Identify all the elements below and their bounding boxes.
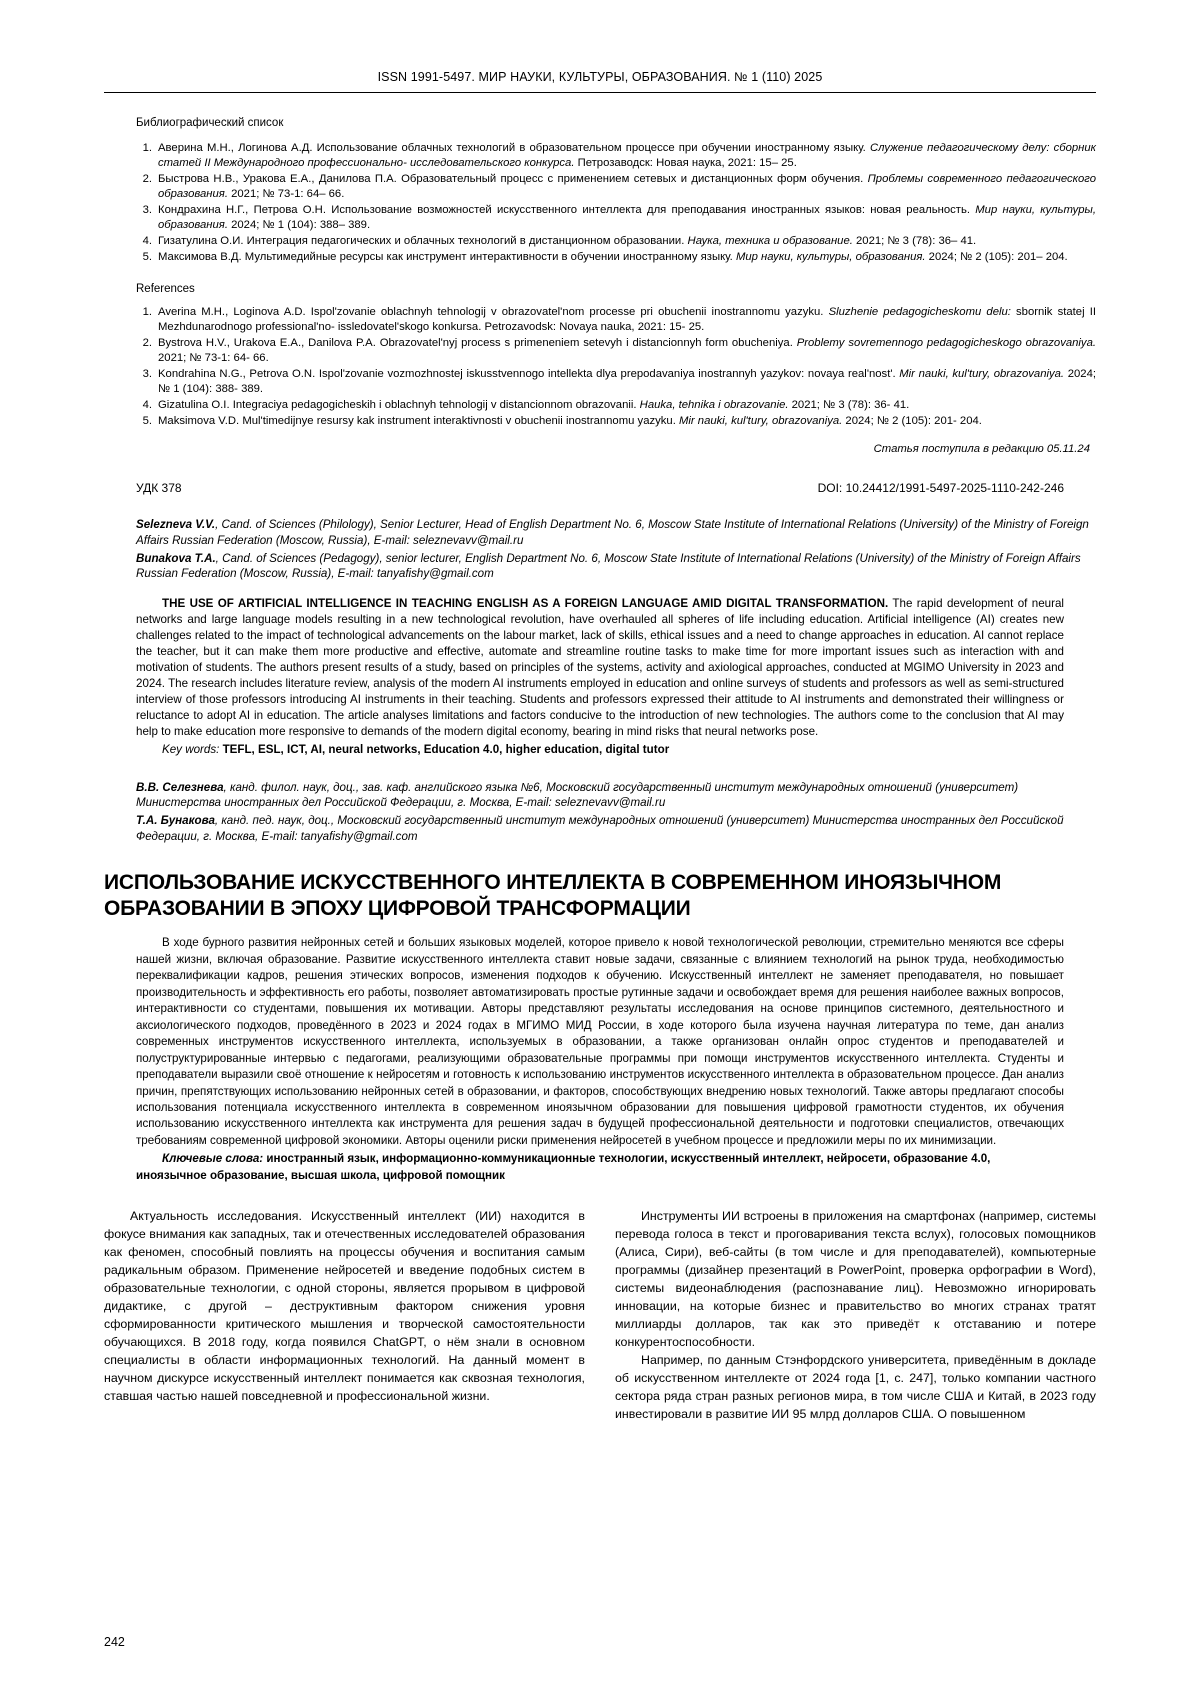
annotation-ru: В ходе бурного развития нейронных сетей и больших языковых моделей, которое привело к новой технологической революции, стремительно меняются все сферы нашей жизни, включая образование. Развитие искусственного интеллекта ставит новые задачи, связанные с влиянием технологий на рынок труда, необходимостью переквалификации кадров, решения этических вопросов, изменения подходов к обучению. Искусственный интеллект не заменяет преподавателя, но повышает производительность и эффективность его работы, позволяет автоматизировать простые рутинные задачи и освобождает время для решения наиболее важных вопросов, интерактивности со студентами, повышения их мотивации. Авторы представляют результаты исследования на основе принципов системного, деятельностного и аксиологического подходов, проведённого в 2023 и 2024 годах в МГИМО МИД России, в ходе которого была изучена научная литература по теме, дан анализ современных инструментов искусственного интеллекта, используемых в образовании, а также организован онлайн опрос студентов и преподавателей и полуструктурированные интервью с педагогами, реализующими образовательные программы при помощи инструментов искусственного интеллекта. Студенты и преподаватели выразили своё отношение к нейросетям и готовность к использованию инструментов искусственного интеллекта в образовательном процессе. Дан анализ причин, препятствующих использованию нейронных сетей в образовании, и факторов, способствующих внедрению новых технологий. Также авторы предлагают способы использования потенциала искусственного интеллекта в современном иноязычном образовании для повышения цифровой грамотности студентов, их обучения использованию искусственного интеллекта как инструмента для решения задач в будущей профессиональной деятельности и подготовки специалистов, отвечающих требованиям современной цифровой экономики. Авторы оценили риски применения нейросетей в учебном процессе и предложили меры по их минимизации.	[136, 936, 1064, 1147]
reference-text: Hauka, tehnika i obrazovanie.	[639, 399, 789, 412]
author-affiliation: , Cand. of Sciences (Philology), Senior Lecturer, Head of English Department No. 6, Moscow State Institute of International Relations (University) of the Ministry of Foreign Affairs Russian Federation (Moscow, Russia), E-mail: seleznevavv@mail.ru	[136, 518, 1089, 547]
reference-text: Averina M.H., Loginova A.D. Ispol'zovanie oblachnyh tehnologij v obrazovatel'nom processe pri obuchenii inostrannomu yazyku.	[158, 306, 829, 319]
reference-text: 2021; № 3 (78): 36– 41.	[852, 235, 977, 248]
abstract-en-title: THE USE OF ARTIFICIAL INTELLIGENCE IN TEACHING ENGLISH AS A FOREIGN LANGUAGE AMID DIGITAL TRANSFORMATION.	[162, 596, 889, 610]
reference-item	[136, 250, 1096, 265]
udk-code: УДК 378	[136, 481, 182, 496]
body-paragraph: Например, по данным Стэнфордского университета, приведённым в докладе об искусственном интеллекте от 2024 года [1, с. 247], только компании частного сектора ряда стран разных регионов мира, в том числе США и Китай, в 2023 году инвестировали в развитие ИИ 95 млрд долларов США. О повышенном	[615, 1352, 1096, 1421]
reference-text: Problemy sovremennogo pedagogicheskogo obrazovaniya.	[796, 337, 1096, 350]
reference-text: Мир науки, культуры, образования.	[735, 251, 926, 264]
reference-text: Максимова В.Д. Мультимедийные ресурсы как инструмент интерактивности в обучении иностранному языку.	[158, 251, 736, 264]
reference-item	[136, 414, 1096, 429]
reference-text: 2024; № 2 (105): 201- 204.	[842, 415, 982, 428]
header-divider	[104, 92, 1096, 93]
column-right	[615, 1208, 1096, 1424]
body-paragraph: Актуальность исследования. Искусственный интеллект (ИИ) находится в фокусе внимания как западных, так и отечественных исследователей образования как феномен, способный повлиять на процессы обучения и воспитания самым радикальным образом. Применение нейросетей и введение подобных систем в образовательные технологии, с одной стороны, является прорывом в цифровой дидактике, с другой – деструктивным фактором снижения уровня сформированности критического мышления и творческой самостоятельности обучающихся. В 2018 году, когда появился ChatGPT, о нём знали в основном специалисты в области информационных технологий. На данный момент в научном дискурсе искусственный интеллект понимается как сквозная технология, ставшая частью нашей повседневной и профессиональной жизни.	[104, 1208, 585, 1403]
reference-text: 2021; № 73-1: 64- 66.	[158, 352, 269, 365]
author-affiliation: , Cand. of Sciences (Pedagogy), senior lecturer, English Department No. 6, Moscow State Institute of International Relations (University) of the Ministry of Foreign Affairs Russian Federation (Moscow, Russia), E-mail: tanyafishy@gmail.com	[136, 551, 1081, 581]
keywords-ru	[136, 1151, 1064, 1183]
reference-text: Аверина М.Н., Логинова А.Д. Использование облачных технологий в образовательном процессе при обучении иностранному языку.	[158, 142, 870, 154]
reference-text: Петрозаводск: Новая наука, 2021: 15– 25.	[574, 157, 797, 170]
reference-item	[136, 398, 1096, 413]
reference-text: Mir nauki, kul'tury, obrazovaniya.	[899, 368, 1065, 381]
reference-number: 5.	[142, 415, 152, 428]
reference-text: Гизатулина О.И. Интеграция педагогических и облачных технологий в дистанционном образовании.	[158, 235, 688, 248]
reference-text: Проблемы современного педагогического образования.	[158, 173, 1096, 201]
reference-text: Bystrova H.V., Urakova E.A., Danilova P.A. Obrazovatel'nyj process s primeneniem setevyh i distancionnyh form obucheniya.	[158, 337, 797, 350]
reference-text: Mir nauki, kul'tury, obrazovaniya.	[678, 415, 843, 428]
reference-text: 2024; № 1 (104): 388- 389.	[158, 368, 1096, 396]
author-name: Т.А. Бунакова	[136, 813, 215, 827]
reference-number: 2.	[142, 173, 152, 186]
keywords-ru-list: иностранный язык, информационно-коммуникационные технологии, искусственный интеллект, нейросети, образование 4.0, иноязычное образование, высшая школа, цифровой помощник	[136, 1152, 991, 1182]
reference-item	[136, 141, 1096, 171]
keywords-en	[136, 742, 1064, 758]
reference-item	[136, 367, 1096, 397]
author-name: Selezneva V.V.	[136, 518, 216, 532]
reference-number: 3.	[142, 204, 152, 217]
authors-en-block	[136, 517, 1096, 582]
reference-number: 3.	[142, 368, 152, 381]
references-list	[136, 305, 1096, 429]
body-columns	[104, 1208, 1096, 1424]
running-header: ISSN 1991-5497. МИР НАУКИ, КУЛЬТУРЫ, ОБРАЗОВАНИЯ. № 1 (110) 2025	[377, 70, 823, 84]
bibliography-heading: Библиографический список	[136, 117, 284, 129]
reference-number: 4.	[142, 235, 152, 248]
reference-text: 2021; № 3 (78): 36- 41.	[788, 399, 910, 412]
keywords-en-label: Key words:	[162, 742, 220, 756]
reference-text: 2024; № 1 (104): 388– 389.	[227, 219, 371, 232]
reference-number: 1.	[142, 142, 152, 154]
abstract-en-body: The rapid development of neural networks and large language models resulting in a new technological revolution, have overhauled all spheres of life including education. Artificial intelligence (AI) creates new challenges related to the impact of technological advancements on the labour market, lack of skills, ethical issues and a need to change approaches in education. AI cannot replace the teacher, but it can make them more productive and effective, automate and streamline routine tasks to make time for more important issues such as interaction with and motivation of students. The authors present results of a study, based on principles of the systems, activity and axiological approaches, conducted at MGIMO University in 2023 and 2024. The research includes literature review, analysis of the modern AI instruments employed in education and online surveys of students and professors as well as semi-structured interview of those professors introducing AI instruments in their teaching. Students and professors expressed their attitude to AI instruments and demonstrated their willingness or reluctance to adopt AI in education. The article analyses limitations and factors conducive to the introduction of new technologies. The authors come to the conclusion that AI may help to make education more responsive to demands of the modern digital economy, bearing in mind risks that neural networks pose.	[136, 596, 1064, 738]
bibliography-list	[136, 141, 1096, 265]
reference-number: 5.	[142, 251, 152, 264]
reference-text: Наука, техника и образование.	[687, 235, 853, 248]
reference-item	[136, 336, 1096, 366]
reference-number: 4.	[142, 399, 152, 412]
reference-text: Maksimova V.D. Mul'timedijnye resursy kak instrument interaktivnosti v obuchenii inostrannomu yazyku.	[158, 415, 679, 428]
reference-item	[136, 203, 1096, 233]
author-entry	[136, 551, 1096, 582]
reference-number: 2.	[142, 337, 152, 350]
reference-text: Gizatulina O.I. Integraciya pedagogicheskih i oblachnyh tehnologij v distancionnom obrazovanii.	[158, 399, 640, 412]
reference-text: sbornik statej II Mezhdunarodnogo professional'no- issledovatel'skogo konkursa. Petrozavodsk: Novaya nauka, 2021: 15- 25.	[158, 306, 1096, 334]
reference-number: 1.	[142, 306, 152, 319]
page-number: 242	[104, 1635, 125, 1649]
keywords-en-list: TEFL, ESL, ICT, AI, neural networks, Education 4.0, higher education, digital tutor	[219, 742, 670, 756]
article-title: ИСПОЛЬЗОВАНИЕ ИСКУССТВЕННОГО ИНТЕЛЛЕКТА В СОВРЕМЕННОМ ИНОЯЗЫЧНОМ ОБРАЗОВАНИИ В ЭПОХУ ЦИФРОВОЙ ТРАНСФОРМАЦИИ	[104, 871, 1002, 920]
reference-text: Кондрахина Н.Г., Петрова О.Н. Использование возможностей искусственного интеллекта для преподавания иностранных языков: новая реальность.	[158, 204, 976, 217]
reference-text: 2021; № 73-1: 64– 66.	[227, 188, 345, 201]
author-affiliation: , канд. филол. наук, доц., зав. каф. английского языка №6, Московский государственный институт международных отношений (университет) Министерства иностранных дел Российской Федерации, г. Москва, E-mail: seleznevavv@mail.ru	[136, 780, 1019, 810]
authors-ru-block	[136, 780, 1096, 845]
reference-text: 2024; № 2 (105): 201– 204.	[925, 251, 1068, 264]
column-left	[104, 1208, 585, 1424]
reference-text: Быстрова Н.В., Уракова Е.А., Данилова П.А. Образовательный процесс с применением сетевых и дистанционных форм обучения.	[158, 173, 868, 186]
reference-text: Мир науки, культуры, образования.	[158, 204, 1096, 232]
udk-doi-row	[136, 481, 1064, 495]
keywords-ru-label: Ключевые слова:	[162, 1152, 264, 1166]
author-name: В.В. Селезнева	[136, 780, 224, 794]
author-entry	[136, 780, 1096, 811]
reference-item	[136, 305, 1096, 335]
doi-code[interactable]: DOI: 10.24412/1991-5497-2025-1110-242-246	[817, 481, 1064, 496]
references-heading: References	[136, 283, 195, 296]
reference-item	[136, 172, 1096, 202]
author-entry	[136, 517, 1096, 548]
reference-text: Sluzhenie pedagogicheskomu delu:	[828, 306, 1011, 319]
reference-text: Служение педагогическому делу: сборник статей II Международного профессионально- исследовательского конкурса.	[158, 142, 1097, 170]
reference-item	[136, 234, 1096, 249]
author-name: Bunakova T.A.	[136, 551, 216, 565]
body-paragraph: Инструменты ИИ встроены в приложения на смартфонах (например, системы перевода голоса в текст и проговаривания текста вслух), голосовых помощников (Алиса, Сири), веб-сайты (в том числе и для преподавателей), компьютерные программы (дизайнер презентаций в PowerPoint, проверка орфографии в Word), системы видеонаблюдения (распознавание лиц). Невозможно игнорировать инновации, на которые бизнес и правительство во многих странах тратят миллиарды долларов, так как это приведёт к отставанию и потере конкурентоспособности.	[615, 1208, 1096, 1349]
reference-text: Kondrahina N.G., Petrova O.N. Ispol'zovanie vozmozhnostej iskusstvennogo intellekta dlya prepodavaniya inostrannyh yazykov: novaya real'nost'.	[158, 368, 900, 381]
author-entry	[136, 813, 1096, 844]
abstract-en	[136, 596, 1064, 740]
author-affiliation: , канд. пед. наук, доц., Московский государственный институт международных отношений (университет) Министерства иностранных дел Российской Федерации, г. Москва, E-mail: tanyafishy@gmail.com	[136, 813, 1064, 843]
received-date: Статья поступила в редакцию 05.11.24	[873, 443, 1090, 456]
